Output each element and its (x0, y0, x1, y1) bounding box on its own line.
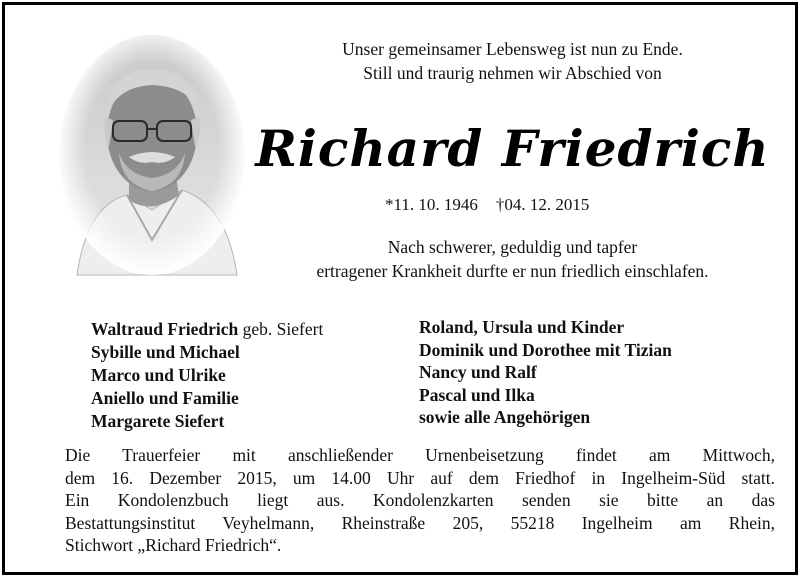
life-dates (385, 193, 645, 217)
tribute-text (235, 235, 790, 283)
intro-line-1: Unser gemeinsamer Lebensweg ist nun zu Ende. (342, 39, 683, 59)
death-date: 04. 12. 2015 (504, 195, 590, 214)
mourner-name: Aniello und Familie (91, 388, 239, 408)
tribute-line-2: ertragener Krankheit durfte er nun friedlich einschlafen. (316, 261, 709, 281)
mourner-name: Roland, Ursula und Kinder (419, 317, 625, 337)
mourner-name: Nancy und Ralf (419, 362, 537, 382)
portrait-photo (57, 35, 247, 280)
mourner-name: Waltraud Friedrich geb. Siefert (91, 319, 324, 339)
birth-date: 11. 10. 1946 (393, 195, 478, 214)
obituary-notice (2, 2, 798, 575)
notice-line: Die Trauerfeier mit anschließender Urnenbeisetzung findet am Mittwoch, (65, 445, 775, 465)
family-list-left (91, 318, 391, 433)
notice-line: Bestattungsinstitut Veyhelmann, Rheinstraße 205, 55218 Ingelheim am Rhein, (65, 512, 775, 533)
family-list-right (419, 316, 799, 429)
mourner-name: Marco und Ulrike (91, 365, 226, 385)
birth-symbol: * (385, 195, 394, 214)
deceased-name: Richard Friedrich (255, 119, 770, 178)
mourner-name: Margarete Siefert (91, 411, 225, 431)
notice-line: dem 16. Dezember 2015, um 14.00 Uhr auf dem Friedhof in Ingelheim-Süd statt. (65, 467, 775, 488)
mourner-name: Pascal und Ilka (419, 384, 535, 405)
notice-line: Stichwort „Richard Friedrich“. (65, 535, 282, 555)
notice-line: Ein Kondolenzbuch liegt aus. Kondolenzkarten senden sie bitte an das (65, 490, 775, 510)
mourner-name: Dominik und Dorothee mit Tizian (419, 339, 672, 360)
funeral-notice (65, 444, 775, 557)
death-symbol: † (495, 195, 505, 214)
mourner-name: sowie alle Angehörigen (419, 407, 591, 427)
tribute-line-1: Nach schwerer, geduldig und tapfer (387, 237, 638, 257)
intro-line-2: Still und traurig nehmen wir Abschied von (363, 63, 662, 83)
mourner-name: Sybille und Michael (91, 342, 240, 362)
